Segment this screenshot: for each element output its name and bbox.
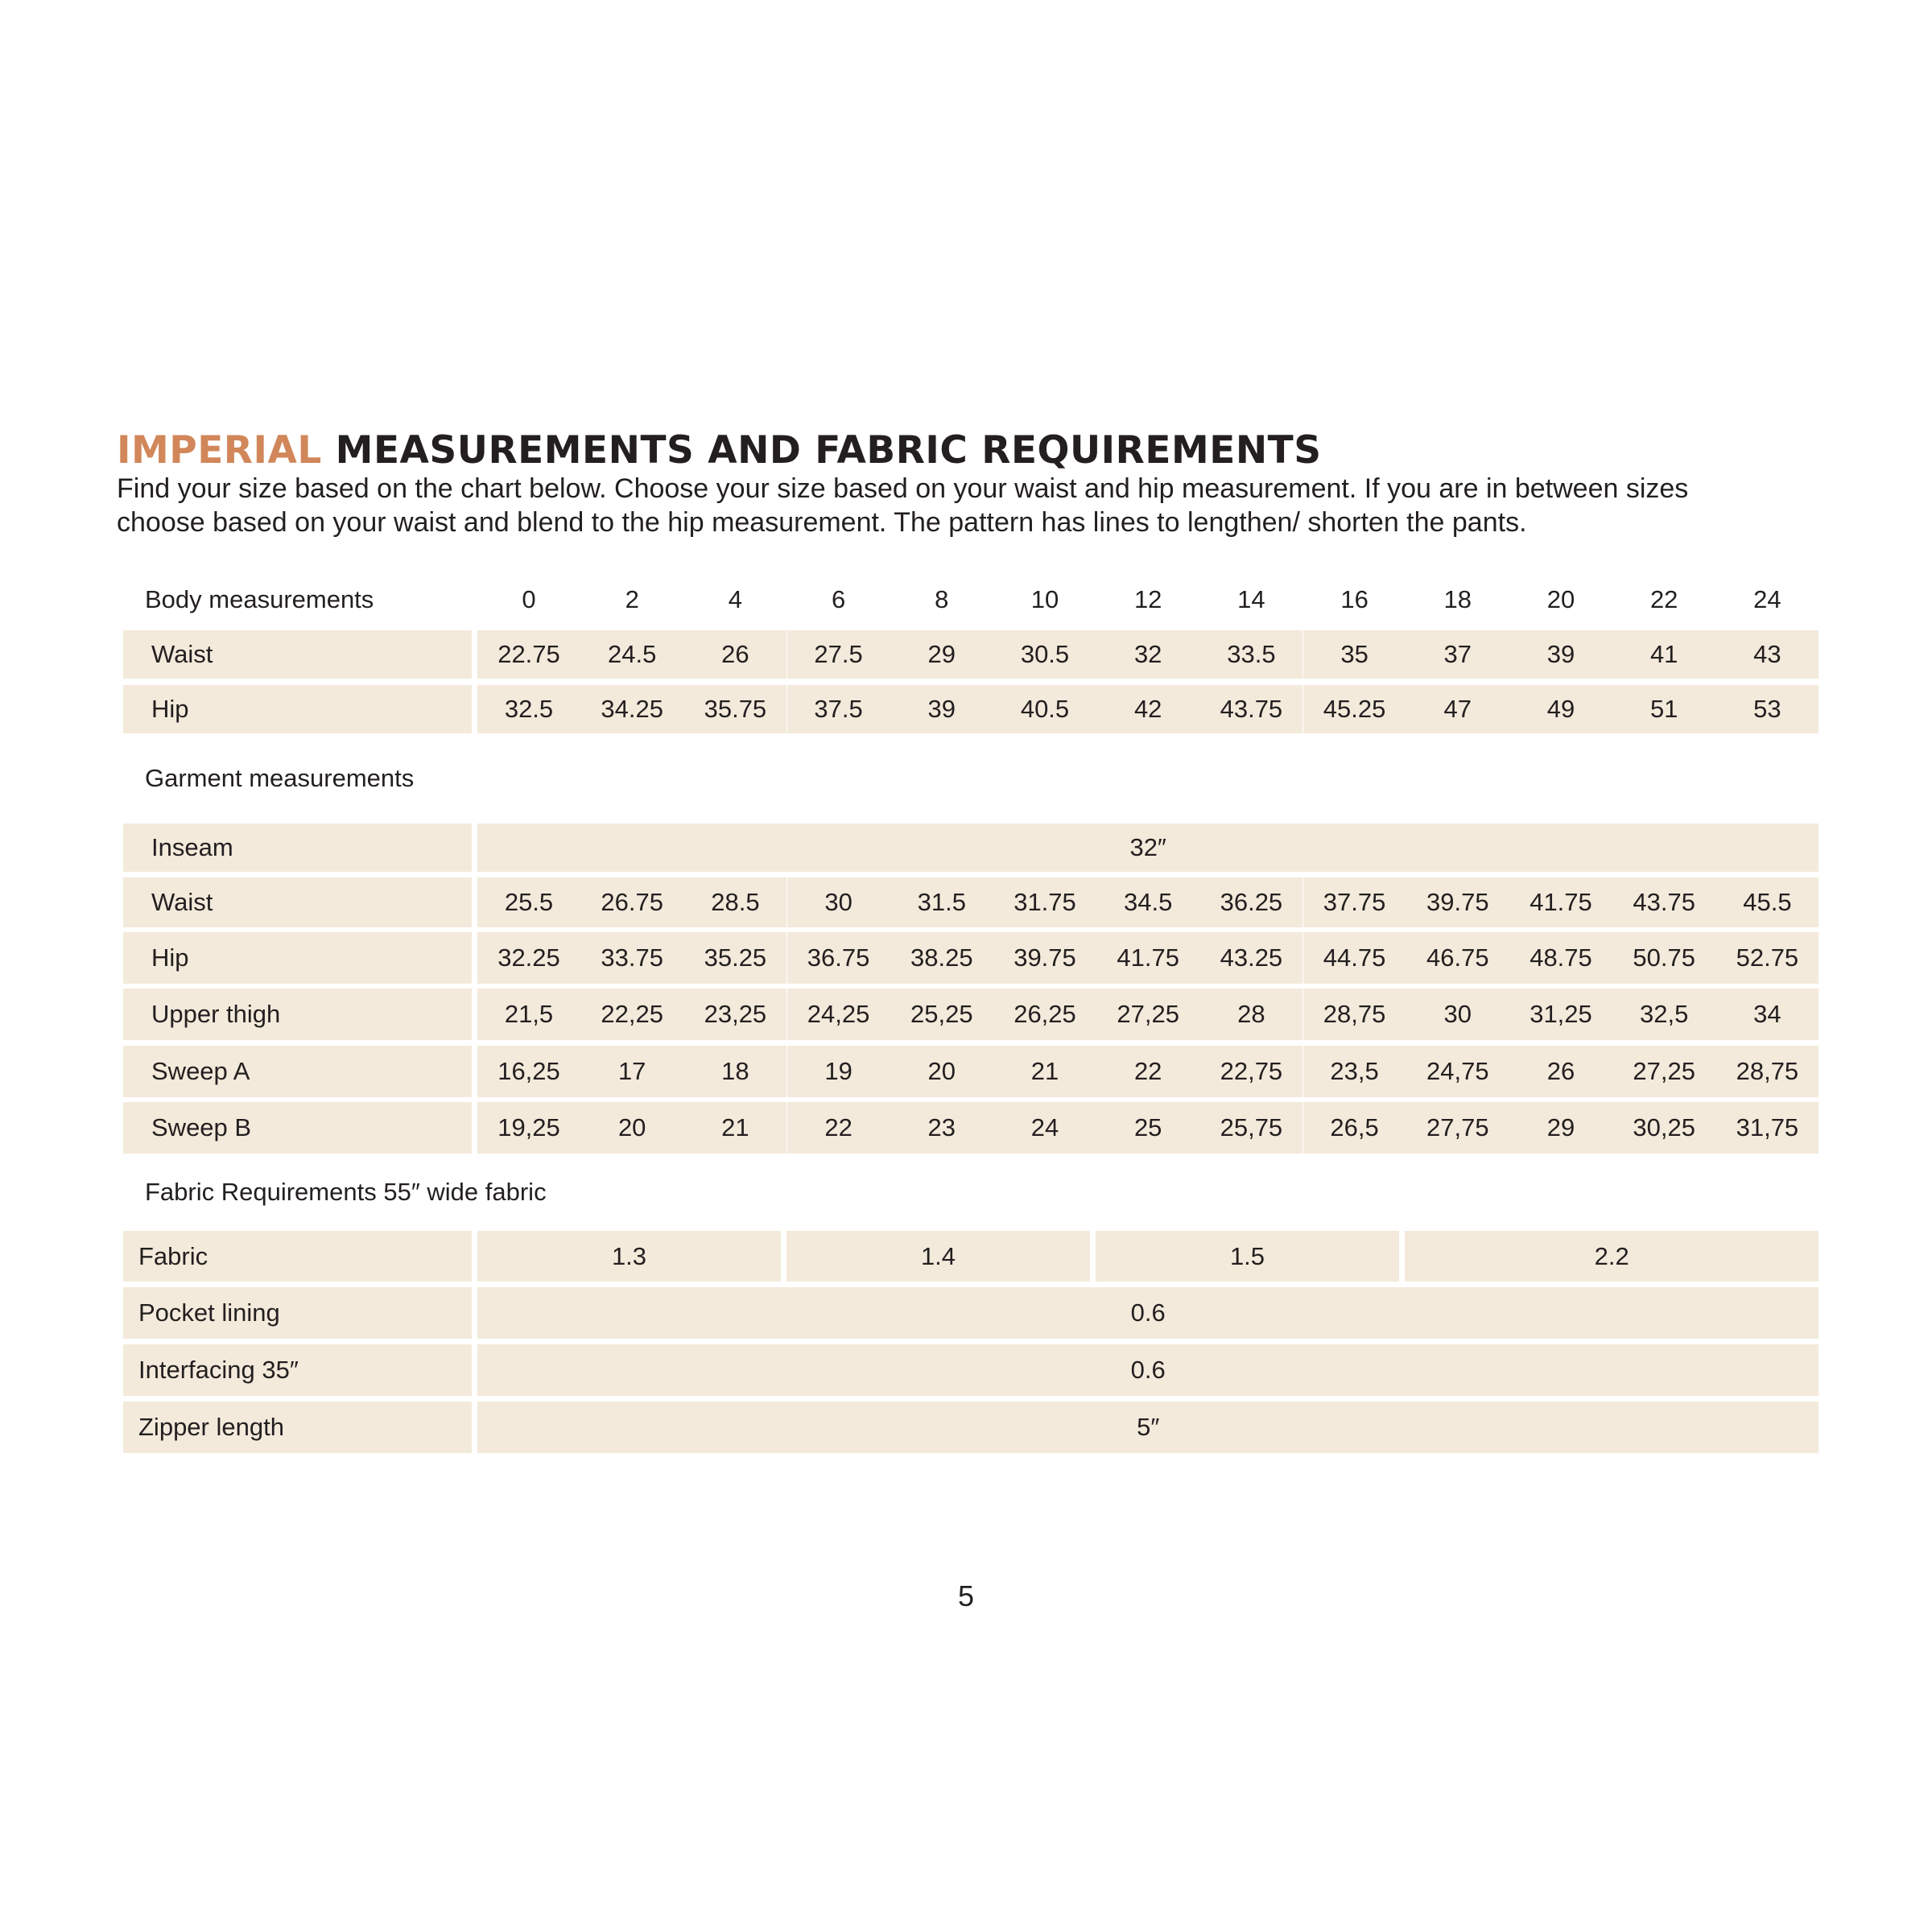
value-cell: 19,25	[477, 1102, 580, 1154]
value-cell: 31,75	[1715, 1102, 1818, 1154]
fabric-value-cell: 1.5	[1096, 1231, 1399, 1282]
value-cell: 25	[1096, 1102, 1199, 1154]
value-cell: 46.75	[1406, 932, 1509, 984]
merged-value: 5″	[477, 1402, 1818, 1453]
value-cell: 27,25	[1096, 989, 1199, 1040]
value-cell: 35.25	[683, 932, 786, 984]
size-header: 14	[1237, 585, 1265, 613]
value-cell: 22	[1096, 1046, 1199, 1097]
value-cell: 26,25	[993, 989, 1096, 1040]
size-header: 16	[1340, 585, 1368, 613]
size-header: 24	[1753, 585, 1781, 613]
value-cell: 22	[787, 1102, 890, 1154]
garment-row	[0, 932, 1932, 984]
value-cell: 22.75	[477, 630, 580, 679]
value-cell: 24,25	[787, 989, 890, 1040]
value-cell: 20	[890, 1046, 993, 1097]
value-cell: 36.25	[1199, 877, 1302, 927]
row-label: Sweep A	[123, 1046, 472, 1097]
value-cell: 21,5	[477, 989, 580, 1040]
value-cell: 28,75	[1303, 989, 1406, 1040]
fabric-row	[0, 1231, 1932, 1282]
size-header: 22	[1649, 585, 1678, 613]
size-header: 18	[1443, 585, 1472, 613]
row-label: Pocket lining	[123, 1287, 472, 1339]
row-label: Hip	[123, 685, 472, 733]
value-cell: 35	[1303, 630, 1406, 679]
title-accent: IMPERIAL	[117, 428, 322, 473]
value-cell: 32.25	[477, 932, 580, 984]
value-cell: 23	[890, 1102, 993, 1154]
fabric-value-cell: 2.2	[1405, 1231, 1818, 1282]
value-cell: 32.5	[477, 685, 580, 733]
row-label: Interfacing 35″	[123, 1344, 472, 1396]
value-cell: 28.5	[683, 877, 786, 927]
value-cell: 48.75	[1509, 932, 1612, 984]
row-label: Waist	[123, 630, 472, 679]
value-cell: 27,75	[1406, 1102, 1509, 1154]
value-cell: 33.5	[1199, 630, 1302, 679]
garment-section-label: Garment measurements	[145, 764, 415, 792]
merged-value: 0.6	[477, 1287, 1818, 1339]
value-cell: 36.75	[787, 932, 890, 984]
garment-row	[0, 1046, 1932, 1097]
size-header: 8	[935, 585, 949, 613]
title-rest: MEASUREMENTS AND FABRIC REQUIREMENTS	[321, 428, 1322, 473]
body-header-label: Body measurements	[145, 585, 374, 613]
value-cell: 17	[580, 1046, 683, 1097]
value-cell: 34.5	[1096, 877, 1199, 927]
value-cell: 31.75	[993, 877, 1096, 927]
value-cell: 41	[1612, 630, 1715, 679]
size-header: 12	[1133, 585, 1162, 613]
value-cell: 43.25	[1199, 932, 1302, 984]
value-cell: 27,25	[1612, 1046, 1715, 1097]
fabric-req-row	[0, 1344, 1932, 1396]
value-cell: 39	[890, 685, 993, 733]
value-cell: 29	[890, 630, 993, 679]
row-label: Hip	[123, 932, 472, 984]
row-label: Waist	[123, 877, 472, 927]
value-cell: 19	[787, 1046, 890, 1097]
value-cell: 22,75	[1199, 1046, 1302, 1097]
value-cell: 26.75	[580, 877, 683, 927]
value-cell: 44.75	[1303, 932, 1406, 984]
row-label: Fabric	[123, 1231, 472, 1282]
value-cell: 30.5	[993, 630, 1096, 679]
intro-line-1: Find your size based on the chart below. Choose your size based on your waist and hip measurement. If you are in between sizes	[117, 473, 1689, 504]
value-cell: 38.25	[890, 932, 993, 984]
value-cell: 43	[1715, 630, 1818, 679]
row-label: Zipper length	[123, 1402, 472, 1453]
fabric-req-row	[0, 1402, 1932, 1453]
value-cell: 20	[580, 1102, 683, 1154]
fabric-section-label: Fabric Requirements 55″ wide fabric	[145, 1178, 547, 1206]
value-cell: 21	[683, 1102, 786, 1154]
value-cell: 52.75	[1715, 932, 1818, 984]
value-cell: 41.75	[1096, 932, 1199, 984]
value-cell: 21	[993, 1046, 1096, 1097]
value-cell: 25,75	[1199, 1102, 1302, 1154]
inseam-row	[0, 824, 1932, 872]
body-row	[0, 685, 1932, 733]
body-header-row	[0, 581, 1932, 618]
value-cell: 40.5	[993, 685, 1096, 733]
intro-line-2: choose based on your waist and blend to the hip measurement. The pattern has lines to lengthen/ shorten the pants.	[117, 507, 1527, 538]
intro-text	[117, 472, 1831, 539]
value-cell: 33.75	[580, 932, 683, 984]
garment-row	[0, 877, 1932, 927]
inseam-value: 32″	[477, 824, 1818, 872]
size-header: 6	[831, 585, 846, 613]
value-cell: 39.75	[993, 932, 1096, 984]
value-cell: 16,25	[477, 1046, 580, 1097]
merged-value: 0.6	[477, 1344, 1818, 1396]
value-cell: 23,5	[1303, 1046, 1406, 1097]
value-cell: 31.5	[890, 877, 993, 927]
value-cell: 24	[993, 1102, 1096, 1154]
fabric-value-cell: 1.3	[477, 1231, 781, 1282]
value-cell: 26	[1509, 1046, 1612, 1097]
value-cell: 25.5	[477, 877, 580, 927]
value-cell: 30,25	[1612, 1102, 1715, 1154]
body-row	[0, 630, 1932, 679]
value-cell: 18	[683, 1046, 786, 1097]
value-cell: 22,25	[580, 989, 683, 1040]
value-cell: 51	[1612, 685, 1715, 733]
value-cell: 30	[1406, 989, 1509, 1040]
fabric-value-cell: 1.4	[786, 1231, 1090, 1282]
value-cell: 34.25	[580, 685, 683, 733]
fabric-req-row	[0, 1287, 1932, 1339]
garment-row	[0, 989, 1932, 1040]
size-header: 4	[728, 585, 743, 613]
value-cell: 45.5	[1715, 877, 1818, 927]
value-cell: 37.75	[1303, 877, 1406, 927]
page-title	[117, 428, 1322, 473]
row-label: Sweep B	[123, 1102, 472, 1154]
value-cell: 37.5	[787, 685, 890, 733]
value-cell: 28,75	[1715, 1046, 1818, 1097]
value-cell: 41.75	[1509, 877, 1612, 927]
value-cell: 43.75	[1199, 685, 1302, 733]
size-header: 10	[1030, 585, 1059, 613]
value-cell: 26	[683, 630, 786, 679]
size-header: 0	[522, 585, 536, 613]
value-cell: 32,5	[1612, 989, 1715, 1040]
size-header: 20	[1546, 585, 1575, 613]
value-cell: 34	[1715, 989, 1818, 1040]
garment-row	[0, 1102, 1932, 1154]
value-cell: 49	[1509, 685, 1612, 733]
value-cell: 47	[1406, 685, 1509, 733]
value-cell: 24,75	[1406, 1046, 1509, 1097]
row-label: Inseam	[123, 824, 472, 872]
value-cell: 53	[1715, 685, 1818, 733]
row-label: Upper thigh	[123, 989, 472, 1040]
value-cell: 37	[1406, 630, 1509, 679]
value-cell: 32	[1096, 630, 1199, 679]
value-cell: 24.5	[580, 630, 683, 679]
value-cell: 35.75	[683, 685, 786, 733]
value-cell: 31,25	[1509, 989, 1612, 1040]
value-cell: 26,5	[1303, 1102, 1406, 1154]
value-cell: 30	[787, 877, 890, 927]
value-cell: 39.75	[1406, 877, 1509, 927]
value-cell: 29	[1509, 1102, 1612, 1154]
value-cell: 39	[1509, 630, 1612, 679]
value-cell: 25,25	[890, 989, 993, 1040]
size-header: 2	[625, 585, 639, 613]
value-cell: 45.25	[1303, 685, 1406, 733]
value-cell: 27.5	[787, 630, 890, 679]
value-cell: 43.75	[1612, 877, 1715, 927]
value-cell: 50.75	[1612, 932, 1715, 984]
value-cell: 23,25	[683, 989, 786, 1040]
page-number: 5	[957, 1579, 975, 1612]
value-cell: 42	[1096, 685, 1199, 733]
value-cell: 28	[1199, 989, 1302, 1040]
